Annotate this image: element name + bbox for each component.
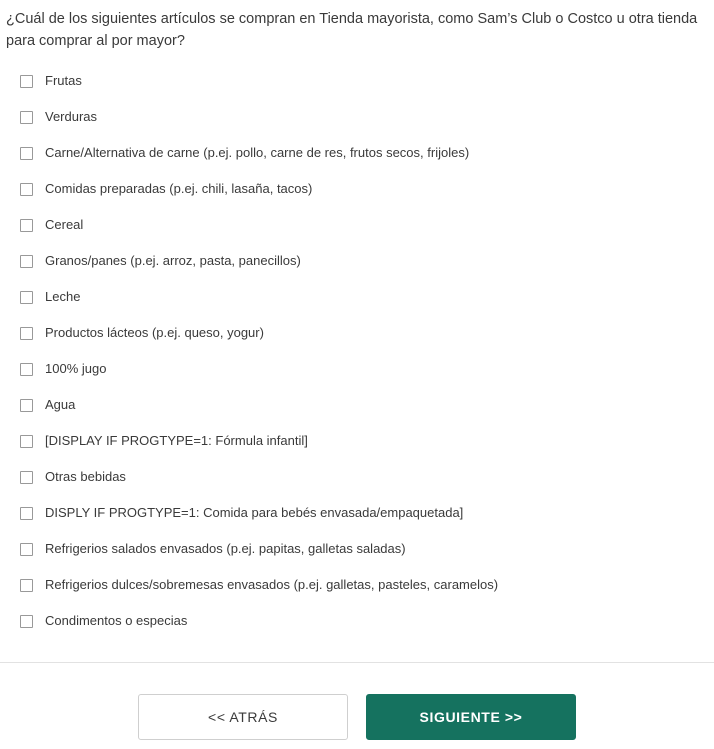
option-row[interactable] bbox=[20, 216, 714, 252]
checkbox-icon[interactable] bbox=[20, 219, 33, 232]
option-row[interactable] bbox=[20, 324, 714, 360]
checkbox-icon[interactable] bbox=[20, 435, 33, 448]
option-label: Refrigerios dulces/sobremesas envasados (p.ej. galletas, pasteles, caramelos) bbox=[45, 577, 499, 592]
option-row[interactable] bbox=[20, 72, 714, 108]
checkbox-icon[interactable] bbox=[20, 291, 33, 304]
option-label: 100% jugo bbox=[45, 361, 107, 376]
option-label: Leche bbox=[45, 289, 81, 304]
option-row[interactable] bbox=[20, 612, 714, 648]
option-label: [DISPLAY IF PROGTYPE=1: Fórmula infantil] bbox=[45, 433, 308, 448]
option-label: Granos/panes (p.ej. arroz, pasta, panecillos) bbox=[45, 253, 301, 268]
checkbox-options-list bbox=[0, 72, 714, 648]
checkbox-icon[interactable] bbox=[20, 183, 33, 196]
option-row[interactable] bbox=[20, 252, 714, 288]
checkbox-icon[interactable] bbox=[20, 255, 33, 268]
option-label: Cereal bbox=[45, 217, 84, 232]
checkbox-icon[interactable] bbox=[20, 399, 33, 412]
checkbox-icon[interactable] bbox=[20, 111, 33, 124]
option-row[interactable] bbox=[20, 468, 714, 504]
option-label: DISPLY IF PROGTYPE=1: Comida para bebés envasada/empaquetada] bbox=[45, 505, 464, 520]
option-row[interactable] bbox=[20, 504, 714, 540]
checkbox-icon[interactable] bbox=[20, 363, 33, 376]
option-row[interactable] bbox=[20, 396, 714, 432]
footer-divider bbox=[0, 662, 714, 663]
checkbox-icon[interactable] bbox=[20, 471, 33, 484]
question-text: ¿Cuál de los siguientes artículos se compran en Tienda mayorista, como Sam’s Club o Costco u otra tienda para comprar al por mayor? bbox=[6, 11, 698, 49]
option-label: Carne/Alternativa de carne (p.ej. pollo, carne de res, frutos secos, frijoles) bbox=[45, 145, 470, 160]
navigation-buttons bbox=[0, 694, 714, 740]
option-label: Agua bbox=[45, 397, 76, 412]
next-button[interactable]: SIGUIENTE >> bbox=[366, 694, 576, 740]
checkbox-icon[interactable] bbox=[20, 543, 33, 556]
option-label: Otras bebidas bbox=[45, 469, 126, 484]
option-row[interactable] bbox=[20, 360, 714, 396]
checkbox-icon[interactable] bbox=[20, 327, 33, 340]
option-row[interactable] bbox=[20, 144, 714, 180]
option-row[interactable] bbox=[20, 108, 714, 144]
checkbox-icon[interactable] bbox=[20, 147, 33, 160]
option-row[interactable] bbox=[20, 576, 714, 612]
option-label: Verduras bbox=[45, 109, 98, 124]
option-label: Productos lácteos (p.ej. queso, yogur) bbox=[45, 325, 264, 340]
checkbox-icon[interactable] bbox=[20, 507, 33, 520]
option-label: Comidas preparadas (p.ej. chili, lasaña, tacos) bbox=[45, 181, 313, 196]
checkbox-icon[interactable] bbox=[20, 75, 33, 88]
option-label: Condimentos o especias bbox=[45, 613, 188, 628]
option-row[interactable] bbox=[20, 288, 714, 324]
option-row[interactable] bbox=[20, 180, 714, 216]
option-label: Refrigerios salados envasados (p.ej. papitas, galletas saladas) bbox=[45, 541, 406, 556]
checkbox-icon[interactable] bbox=[20, 579, 33, 592]
back-button[interactable]: << ATRÁS bbox=[138, 694, 348, 740]
option-row[interactable] bbox=[20, 540, 714, 576]
checkbox-icon[interactable] bbox=[20, 615, 33, 628]
option-label: Frutas bbox=[45, 73, 82, 88]
option-row[interactable] bbox=[20, 432, 714, 468]
